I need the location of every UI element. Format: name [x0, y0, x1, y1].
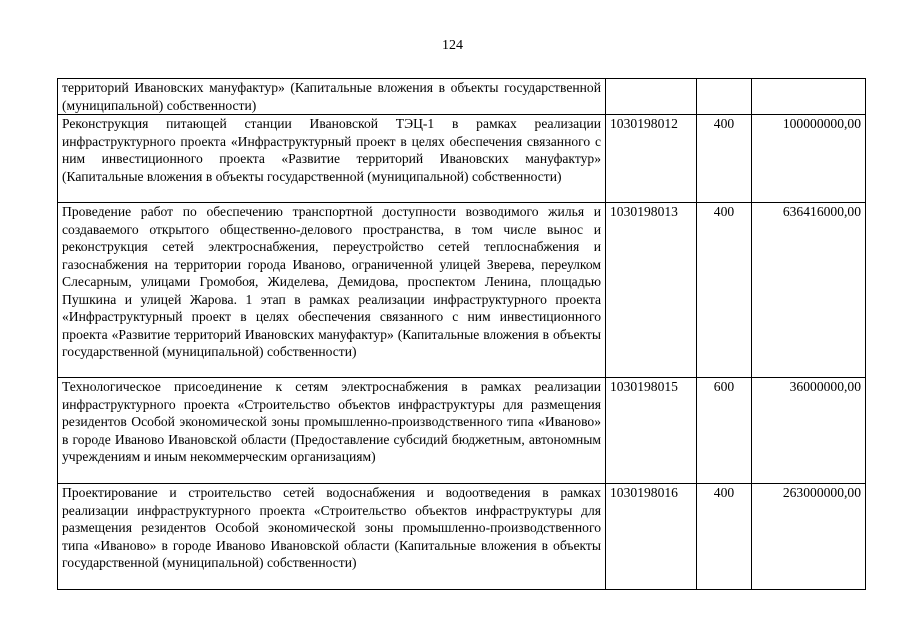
table-row	[58, 115, 866, 203]
row-type-cell: 600	[697, 378, 752, 484]
row-sum-cell	[752, 79, 866, 115]
row-sum-cell: 100000000,00	[752, 115, 866, 203]
row-sum-cell: 636416000,00	[752, 203, 866, 378]
row-sum-cell: 263000000,00	[752, 484, 866, 590]
table-row	[58, 79, 866, 115]
row-code-cell: 1030198015	[606, 378, 697, 484]
row-name-cell: Технологическое присоединение к сетям электроснабжения в рамках реализации инфраструктурного проекта «Строительство объектов инфраструктуры для размещения резидентов Особой экономической зоны промышленно-производственного типа «Иваново» в городе Иваново Ивановской области (Предоставление субсидий бюджетным, автономным учреждениям и иным некоммерческим организациям)	[58, 378, 606, 484]
row-name-cell: Проведение работ по обеспечению транспортной доступности возводимого жилья и создаваемого открытого общественно-делового пространства, в том числе вынос и реконструкция сетей электроснабжения, переустройство сетей теплоснабжения и газоснабжения на территории города Иваново, ограниченной улицей Зверева, переулком Слесарным, улицами Громобоя, Жиделева, Демидова, проспектом Ленина, площадью Пушкина и улицей Жарова. 1 этап в рамках реализации инфраструктурного проекта «Инфраструктурный проект в целях обеспечения связанного с ним инвестиционного проекта «Развитие территорий Ивановских мануфактур» (Капитальные вложения в объекты государственной (муниципальной) собственности)	[58, 203, 606, 378]
row-name-cell: территорий Ивановских мануфактур» (Капитальные вложения в объекты государственной (муниципальной) собственности)	[58, 79, 606, 115]
table-row	[58, 378, 866, 484]
row-code-cell	[606, 79, 697, 115]
row-type-cell: 400	[697, 484, 752, 590]
row-type-cell	[697, 79, 752, 115]
page-number: 124	[442, 38, 463, 53]
row-code-cell: 1030198012	[606, 115, 697, 203]
budget-table	[57, 78, 866, 590]
row-sum-cell: 36000000,00	[752, 378, 866, 484]
table-row	[58, 203, 866, 378]
row-type-cell: 400	[697, 203, 752, 378]
row-code-cell: 1030198013	[606, 203, 697, 378]
table-row	[58, 484, 866, 590]
row-code-cell: 1030198016	[606, 484, 697, 590]
row-name-cell: Реконструкция питающей станции Ивановской ТЭЦ-1 в рамках реализации инфраструктурного проекта «Инфраструктурный проект в целях обеспечения связанного с ним инвестиционного проекта «Развитие территорий Ивановских мануфактур» (Капитальные вложения в объекты государственной (муниципальной) собственности)	[58, 115, 606, 203]
row-name-cell: Проектирование и строительство сетей водоснабжения и водоотведения в рамках реализации инфраструктурного проекта «Строительство объектов инфраструктуры для размещения резидентов Особой экономической зоны промышленно-производственного типа «Иваново» в городе Иваново Ивановской области (Капитальные вложения в объекты государственной (муниципальной) собственности)	[58, 484, 606, 590]
row-type-cell: 400	[697, 115, 752, 203]
